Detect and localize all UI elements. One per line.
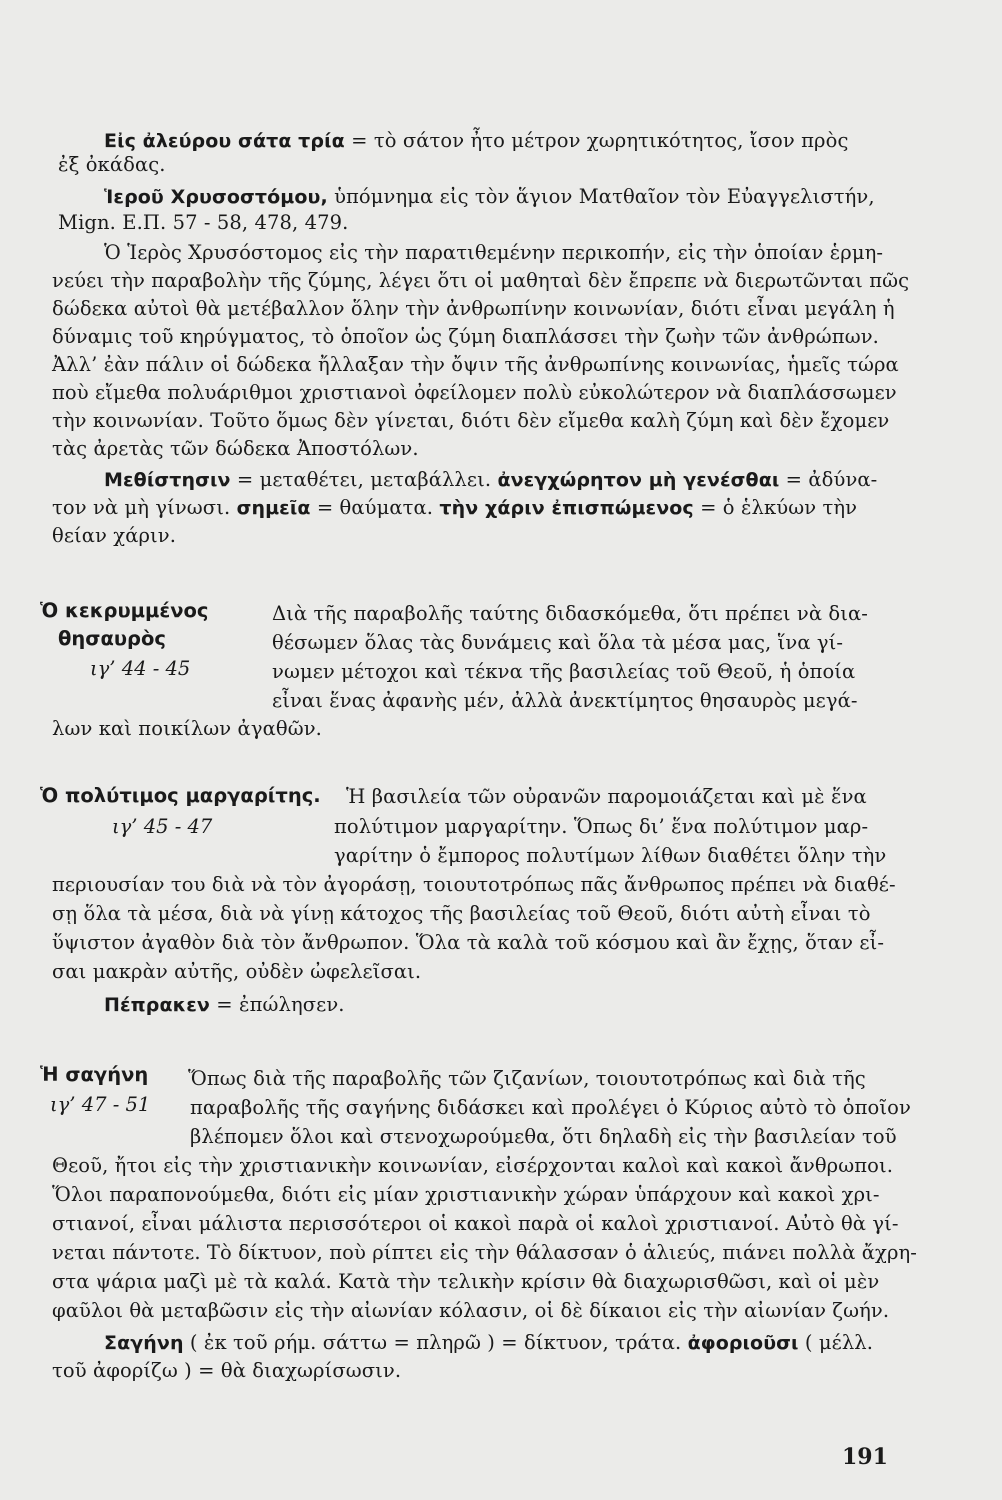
gloss-definition: = ὁ ἑλκύων τὴν bbox=[693, 496, 858, 519]
gloss-term: Εἰς ἀλεύρου σάτα τρία bbox=[104, 130, 345, 152]
text-line: στιανοί, εἶναι μάλιστα περισσότεροι οἱ κακοὶ παρὰ οἱ καλοὶ χριστιανοί. Αὐτὸ θὰ γί- bbox=[52, 1212, 899, 1235]
verse-reference: ιγ’ 47 - 51 bbox=[50, 1093, 151, 1116]
text-line: νωμεν μέτοχοι καὶ τέκνα τῆς βασιλείας τοῦ Θεοῦ, ἡ ὁποία bbox=[272, 660, 856, 683]
text-line: τὴν κοινωνίαν. Τοῦτο ὅμως δὲν γίνεται, διότι δὲν εἴμεθα καλὴ ζύμη καὶ δὲν ἔχομεν bbox=[52, 409, 890, 432]
gloss-definition: = ἐπώλησεν. bbox=[209, 993, 345, 1016]
text-line: Διὰ τῆς παραβολῆς ταύτης διδασκόμεθα, ὅτι πρέπει νὰ δια- bbox=[272, 602, 868, 625]
text-line: δώδεκα αὐτοὶ θὰ μετέβαλλον ὅλην τὴν ἀνθρωπίνην κοινωνίαν, διότι εἶναι μεγάλη ἡ bbox=[52, 297, 895, 320]
text-line bbox=[104, 128, 848, 154]
text-line: ποὺ εἴμεθα πολυάριθμοι χριστιανοὶ ὀφείλομεν πολὺ εὐκολώτερον νὰ διαπλάσσωμεν bbox=[52, 381, 897, 404]
text-line bbox=[104, 1330, 873, 1356]
verse-reference: ιγ’ 44 - 45 bbox=[90, 657, 191, 680]
section-heading: Ἡ σαγήνη bbox=[40, 1063, 149, 1086]
text-line: εἶναι ἕνας ἀφανὴς μέν, ἀλλὰ ἀνεκτίμητος θησαυρὸς μεγά- bbox=[272, 689, 858, 712]
text-line: βλέπομεν ὅλοι καὶ στενοχωρούμεθα, ὅτι δηλαδὴ εἰς τὴν βασιλείαν τοῦ bbox=[190, 1125, 897, 1148]
section-heading: Ὁ κεκρυμμένος bbox=[40, 599, 209, 622]
text-line: σαι μακρὰν αὐτῆς, οὐδὲν ὠφελεῖσαι. bbox=[52, 960, 422, 983]
text-line: Ὅπως διὰ τῆς παραβολῆς τῶν ζιζανίων, τοιουτοτρόπως καὶ διὰ τῆς bbox=[188, 1067, 866, 1090]
gloss-definition: = μεταθέτει, μεταβάλλει. bbox=[230, 468, 498, 491]
gloss-term: Μεθίστησιν bbox=[104, 469, 231, 491]
text-line bbox=[104, 992, 345, 1018]
text-line: τὰς ἀρετὰς τῶν δώδεκα Ἀποστόλων. bbox=[52, 437, 419, 460]
text-line: νεύει τὴν παραβολὴν τῆς ζύμης, λέγει ὅτι οἱ μαθηταὶ δὲν ἔπρεπε νὰ διερωτῶνται πῶς bbox=[52, 269, 910, 292]
text-line: φαῦλοι θὰ μεταβῶσιν εἰς τὴν αἰωνίαν κόλασιν, οἱ δὲ δίκαιοι εἰς τὴν αἰωνίαν ζωήν. bbox=[52, 1299, 890, 1322]
gloss-definition: ( μέλλ. bbox=[798, 1331, 874, 1354]
gloss-definition: ( ἐκ τοῦ ρήμ. σάττω = πληρῶ ) = δίκτυον, τράτα. bbox=[183, 1331, 688, 1354]
gloss-definition: τον νὰ μὴ γίνωσι. bbox=[52, 496, 237, 519]
text-line: γαρίτην ὁ ἔμπορος πολυτίμων λίθων διαθέτει ὅλην τὴν bbox=[334, 844, 887, 867]
text-line: στα ψάρια μαζὶ μὲ τὰ καλά. Κατὰ τὴν τελικὴν κρίσιν θὰ διαχωρισθῶσι, καὶ οἱ μὲν bbox=[52, 1270, 880, 1293]
text-line: νεται πάντοτε. Τὸ δίκτυον, ποὺ ρίπτει εἰς τὴν θάλασσαν ὁ ἁλιεύς, πιάνει πολλὰ ἄχρη- bbox=[52, 1241, 917, 1264]
gloss-definition: = ἀδύνα- bbox=[779, 468, 878, 491]
text-line: Ὅλοι παραπονούμεθα, διότι εἰς μίαν χριστιανικὴν χώραν ὑπάρχουν καὶ κακοὶ χρι- bbox=[52, 1183, 880, 1206]
gloss-term: ἀφοριοῦσι bbox=[687, 1332, 799, 1354]
page-number: 191 bbox=[842, 1444, 888, 1470]
section-heading: θησαυρὸς bbox=[58, 627, 166, 650]
text-line: Ὁ Ἱερὸς Χρυσόστομος εἰς τὴν παρατιθεμένην περικοπήν, εἰς τὴν ὁποίαν ἑρμη- bbox=[104, 241, 884, 264]
citation-text: ὑπόμνημα εἰς τὸν ἅγιον Ματθαῖον τὸν Εὐαγγελιστήν, bbox=[327, 185, 875, 208]
text-line: πολύτιμον μαργαρίτην. Ὅπως δι’ ἕνα πολύτιμον μαρ- bbox=[334, 815, 869, 838]
text-line: Mign. Ε.Π. 57 - 58, 478, 479. bbox=[58, 211, 349, 234]
text-line: σῃ ὅλα τὰ μέσα, διὰ νὰ γίνῃ κάτοχος τῆς βασιλείας τοῦ Θεοῦ, διότι αὐτὴ εἶναι τὸ bbox=[52, 902, 871, 925]
gloss-definition: = θαύματα. bbox=[310, 496, 440, 519]
text-line: παραβολῆς τῆς σαγήνης διδάσκει καὶ προλέγει ὁ Κύριος αὐτὸ τὸ ὁποῖον bbox=[190, 1096, 911, 1119]
text-line bbox=[104, 467, 877, 493]
text-line: περιουσίαν του διὰ νὰ τὸν ἀγοράσῃ, τοιουτοτρόπως πᾶς ἄνθρωπος πρέπει νὰ διαθέ- bbox=[52, 873, 896, 896]
text-line: θείαν χάριν. bbox=[52, 524, 177, 547]
gloss-term: Πέπρακεν bbox=[104, 994, 210, 1016]
text-line: τοῦ ἀφορίζω ) = θὰ διαχωρίσωσιν. bbox=[52, 1359, 402, 1382]
text-line: Ἀλλ’ ἐὰν πάλιν οἱ δώδεκα ἤλλαξαν τὴν ὄψιν τῆς ἀνθρωπίνης κοινωνίας, ἡμεῖς τώρα bbox=[52, 353, 899, 376]
text-line: θέσωμεν ὅλας τὰς δυνάμεις καὶ ὅλα τὰ μέσα μας, ἵνα γί- bbox=[272, 631, 844, 654]
gloss-term: ἀνεγχώρητον μὴ γενέσθαι bbox=[497, 469, 780, 491]
gloss-term: Σαγήνη bbox=[104, 1332, 184, 1354]
gloss-definition: = τὸ σάτον ἦτο μέτρον χωρητικότητος, ἴσον πρὸς bbox=[344, 129, 849, 152]
text-line: δύναμις τοῦ κηρύγματος, τὸ ὁποῖον ὡς ζύμη διαπλάσσει τὴν ζωὴν τῶν ἀνθρώπων. bbox=[52, 325, 879, 348]
text-line: ὕψιστον ἀγαθὸν διὰ τὸν ἄνθρωπον. Ὅλα τὰ καλὰ τοῦ κόσμου καὶ ἂν ἔχῃς, ὅταν εἶ- bbox=[52, 931, 885, 954]
citation-author: Ἱεροῦ Χρυσοστόμου, bbox=[104, 186, 328, 208]
text-line: ἐξ ὀκάδας. bbox=[58, 153, 166, 176]
section-heading: Ὁ πολύτιμος μαργαρίτης. bbox=[40, 784, 321, 807]
gloss-term: σημεῖα bbox=[236, 497, 311, 519]
gloss-term: τὴν χάριν ἐπισπώμενος bbox=[439, 497, 694, 519]
text-line: λων καὶ ποικίλων ἀγαθῶν. bbox=[52, 717, 322, 740]
text-line bbox=[104, 184, 875, 210]
text-line: Ἡ βασιλεία τῶν οὐρανῶν παρομοιάζεται καὶ μὲ ἕνα bbox=[346, 785, 867, 808]
verse-reference: ιγ’ 45 - 47 bbox=[112, 815, 213, 838]
text-line: Θεοῦ, ἤτοι εἰς τὴν χριστιανικὴν κοινωνίαν, εἰσέρχονται καλοὶ καὶ κακοὶ ἄνθρωποι. bbox=[52, 1154, 894, 1177]
text-line bbox=[52, 495, 857, 521]
